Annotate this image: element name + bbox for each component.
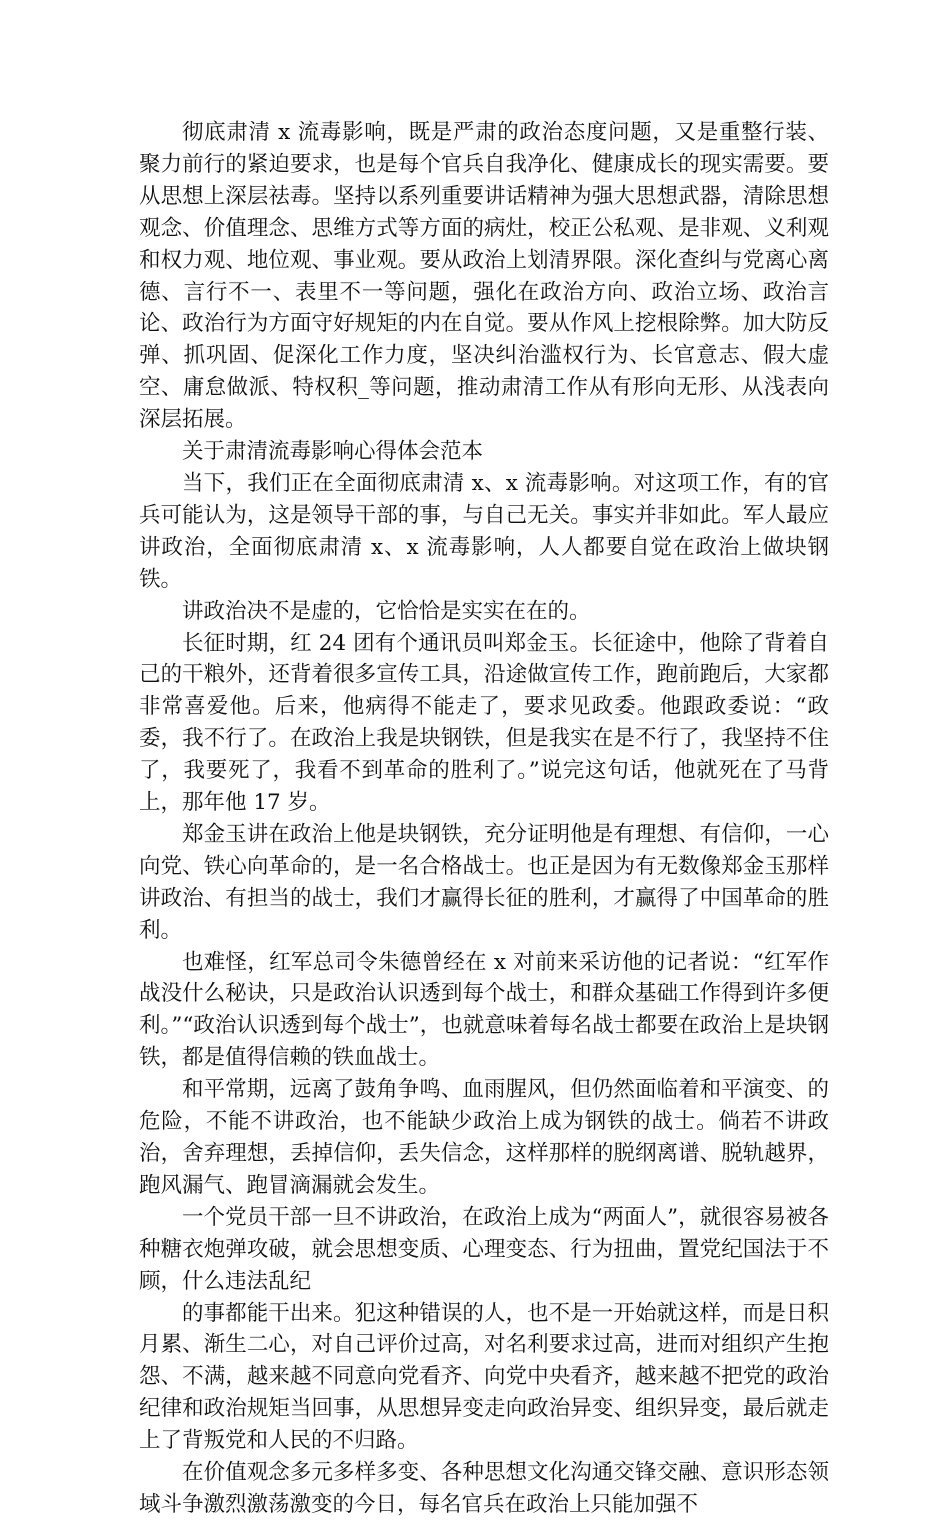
document-body (139, 117, 829, 1521)
paragraph: 一个党员干部一旦不讲政治，在政治上成为“两面人”，就很容易被各种糖衣炮弹攻破，就会思想变质、心理变态、行为扭曲，置党纪国法于不顾，什么违法乱纪 (139, 1204, 829, 1294)
paragraph: 在价值观念多元多样多变、各种思想文化沟通交锋交融、意识形态领域斗争激烈激荡激变的今日，每名官兵在政治上只能加强不 (139, 1460, 829, 1517)
paragraph: 长征时期，红 24 团有个通讯员叫郑金玉。长征途中，他除了背着自己的干粮外，还背着很多宣传工具，沿途做宣传工作，跑前跑后，大家都非常喜爱他。后来，他病得不能走了，要求见政委。他跟政委说：“政委，我不行了。在政治上我是块钢铁，但是我实在是不行了，我坚持不住了，我要死了，我看不到革命的胜利了。”说完这句话，他就死在了马背上，那年他 17 岁。 (139, 630, 829, 816)
paragraph: 郑金玉讲在政治上他是块钢铁，充分证明他是有理想、有信仰，一心向党、铁心向革命的，是一名合格战士。也正是因为有无数像郑金玉那样讲政治、有担当的战士，我们才赢得长征的胜利，才赢得了中国革命的胜利。 (139, 821, 829, 943)
paragraph: 也难怪，红军总司令朱德曾经在 x 对前来采访他的记者说：“红军作战没什么秘诀，只是政治认识透到每个战士，和群众基础工作得到许多便利。”“政治认识透到每个战士”，也就意味着每名战士都要在政治上是块钢铁，都是值得信赖的铁血战士。 (139, 949, 829, 1071)
paragraph-intro: 彻底肃清 x 流毒影响，既是严肃的政治态度问题，又是重整行装、聚力前行的紧迫要求，也是每个官兵自我净化、健康成长的现实需要。要从思想上深层祛毒。坚持以系列重要讲话精神为强大思想武器，清除思想观念、价值理念、思维方式等方面的病灶，校正公私观、是非观、义利观和权力观、地位观、事业观。要从政治上划清界限。深化查纠与党离心离德、言行不一、表里不一等问题，强化在政治方向、政治立场、政治言论、政治行为方面守好规矩的内在自觉。要从作风上挖根除弊。加大防反弹、抓巩固、促深化工作力度，坚决纠治滥权行为、长官意志、假大虚空、庸怠做派、特权积_等问题，推动肃清工作从有形向无形、从浅表向深层拓展。 (139, 120, 829, 433)
paragraph: 讲政治决不是虚的，它恰恰是实实在在的。 (182, 598, 591, 624)
paragraph: 当下，我们正在全面彻底肃清 x、x 流毒影响。对这项工作，有的官兵可能认为，这是领导干部的事，与自己无关。事实并非如此。军人最应讲政治，全面彻底肃清 x、x 流毒影响，人人都要自觉在政治上做块钢铁。 (139, 470, 829, 592)
section-title: 关于肃清流毒影响心得体会范本 (182, 439, 484, 465)
paragraph: 的事都能干出来。犯这种错误的人，也不是一开始就这样，而是日积月累、渐生二心，对自己评价过高，对名利要求过高，进而对组织产生抱怨、不满，越来越不同意向党看齐、向党中央看齐，越来越不把党的政治纪律和政治规矩当回事，从思想异变走向政治异变、组织异变，最后就走上了背叛党和人民的不归路。 (139, 1300, 829, 1454)
paragraph: 和平常期，远离了鼓角争鸣、血雨腥风，但仍然面临着和平演变、的危险，不能不讲政治，也不能缺少政治上成为钢铁的战士。倘若不讲政治，舍弃理想，丢掉信仰，丢失信念，这样那样的脱纲离谱、脱轨越界，跑风漏气、跑冒滴漏就会发生。 (139, 1077, 829, 1198)
